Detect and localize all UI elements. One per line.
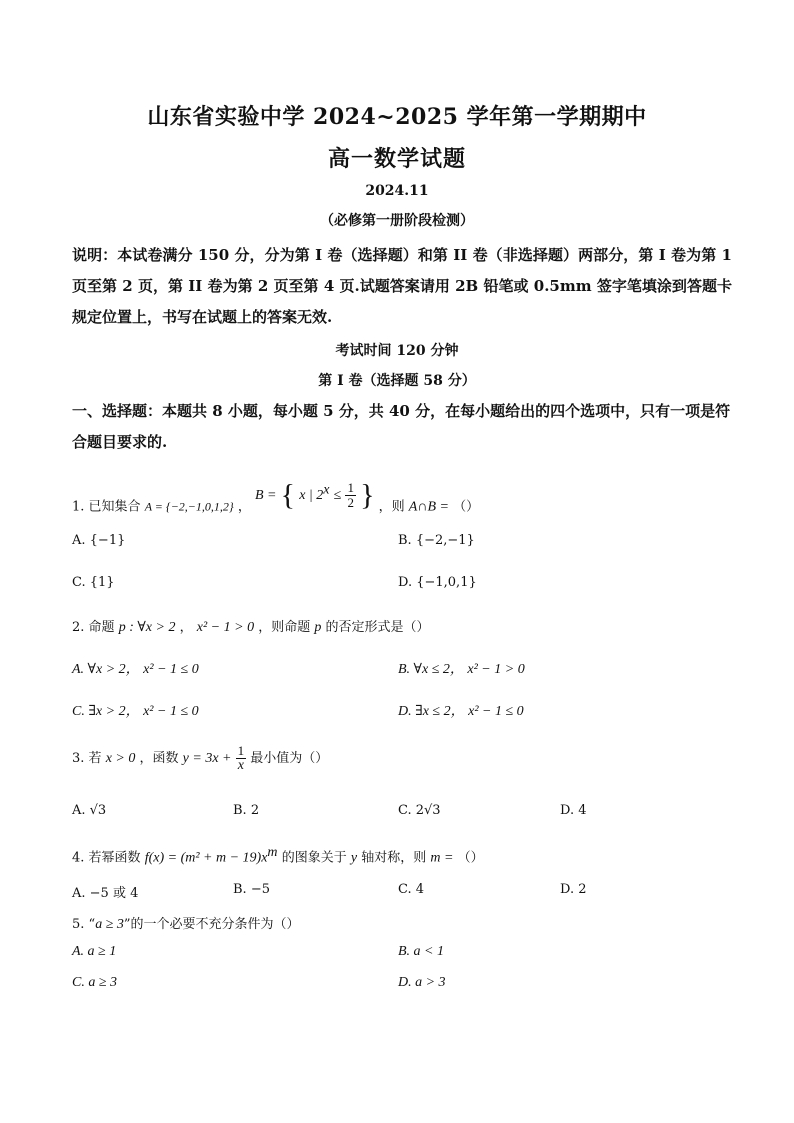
q4-option-d: D. 2 [560,882,587,897]
q2-prop: p : ∀x > 2 [118,620,176,635]
q4-m: m = [430,850,454,866]
q3-tail: 最小值为（） [250,751,329,766]
q5-tail: ”的一个必要不充分条件为（） [123,917,300,932]
q1-option-b: B. {−2,−1} [398,533,475,548]
q3-frac-num: 1 [237,743,245,758]
q1-set-a: A = {−2,−1,0,1,2} [144,499,234,514]
q2-expr: x² − 1 > 0 [196,620,255,635]
question-1 [72,478,480,524]
q3-frac-den: x [237,758,244,773]
q4-blank: （） [457,850,484,866]
q2-p: p [314,620,322,635]
q4-exp: m [267,845,278,860]
q1-set-b-exp: x [323,482,330,498]
exam-subtitle: 高一数学试题 [327,146,466,172]
q4-option-c: C. 4 [398,882,425,897]
q2-option-c: C. ∃x > 2， x² − 1 ≤ 0 [72,704,199,719]
q4-func: f(x) = (m² + m − 19)x [144,850,268,866]
exam-instructions: 说明：本试卷满分 150 分，分为第 I 卷（选择题）和第 II 卷（非选择题）两部分，第 I 卷为第 1 页至第 2 页，第 II 卷为第 2 页至第 4 页.试题答案请用 2B 铅笔或 0.5mm 签字笔填涂到答题卡规定位置上，书写在试题上的答案无效. [72,246,732,326]
q3-func: y = 3x + [182,751,232,766]
part-one-heading: 第 I 卷（选择题 58 分） [318,373,476,389]
q4-axis: y [350,850,358,866]
question-5 [72,913,300,933]
q5-option-b: B. a < 1 [398,944,444,959]
q2-option-a: A. ∀x > 2， x² − 1 ≤ 0 [72,662,199,677]
exam-title: 山东省实验中学 2024~2025 学年第一学期期中 [147,104,647,130]
q1-prefix: 1. 已知集合 [72,499,141,515]
q3-option-d: D. 4 [560,803,587,818]
q2-suffix: ，则命题 [258,620,311,635]
q5-option-c: C. a ≥ 3 [72,975,118,990]
section-one-heading: 一、选择题：本题共 8 小题，每小题 5 分，共 40 分，在每小题给出的四个选项中，只有一项是符合题目要求的. [72,402,731,451]
q1-comma: ， [237,499,251,515]
q1-set-b-rel: ≤ [333,487,342,503]
q4-option-b: B. −5 [233,882,270,897]
q1-set-b-body: x | 2 [299,487,324,503]
question-4 [72,845,484,866]
q3-fraction [236,744,247,773]
q1-frac-num: 1 [347,479,354,495]
q4-option-a: A. −5 或 4 [72,886,139,901]
exam-date: 2024.11 [365,183,429,199]
q1-set-b [255,478,379,511]
exam-scope: （必修第一册阶段检测） [320,213,474,229]
q5-cond: a ≥ 3 [95,917,124,932]
q1-then: ，则 [378,499,405,515]
q1-option-a: A. {−1} [72,533,126,548]
q2-option-d: D. ∃x ≤ 2， x² − 1 ≤ 0 [398,704,524,719]
q2-prefix: 2. 命题 [72,620,115,635]
q2-tail: 的否定形式是（） [325,620,430,635]
q4-prefix: 4. 若幂函数 [72,850,141,866]
q5-option-d: D. a > 3 [398,975,446,990]
q1-left-brace: { [280,478,296,511]
q3-mid: ，函数 [139,751,179,766]
q1-right-brace: } [360,478,375,511]
q4-tail: 轴对称，则 [361,850,427,866]
q1-blank: （） [453,499,480,515]
q2-option-b: B. ∀x ≤ 2， x² − 1 > 0 [398,662,525,677]
q4-mid: 的图象关于 [281,850,347,866]
q1-frac-den: 2 [347,494,354,510]
question-2 [72,616,430,636]
q3-option-c: C. 2√3 [398,803,441,818]
q2-comma: ， [179,620,193,635]
q3-prefix: 3. 若 [72,751,102,766]
q1-option-d: D. {−1,0,1} [398,575,477,590]
q3-option-b: B. 2 [233,803,260,818]
q1-set-b-left: B = [255,487,277,503]
question-3 [72,744,328,773]
exam-time: 考试时间 120 分钟 [335,343,459,359]
q1-option-c: C. {1} [72,575,115,590]
q1-fraction [345,481,356,510]
q5-option-a: A. a ≥ 1 [72,944,117,959]
q1-expr: A∩B = [408,499,449,515]
q5-prefix: 5. “ [72,917,96,932]
q3-cond: x > 0 [105,751,136,766]
q3-option-a: A. √3 [72,803,107,818]
